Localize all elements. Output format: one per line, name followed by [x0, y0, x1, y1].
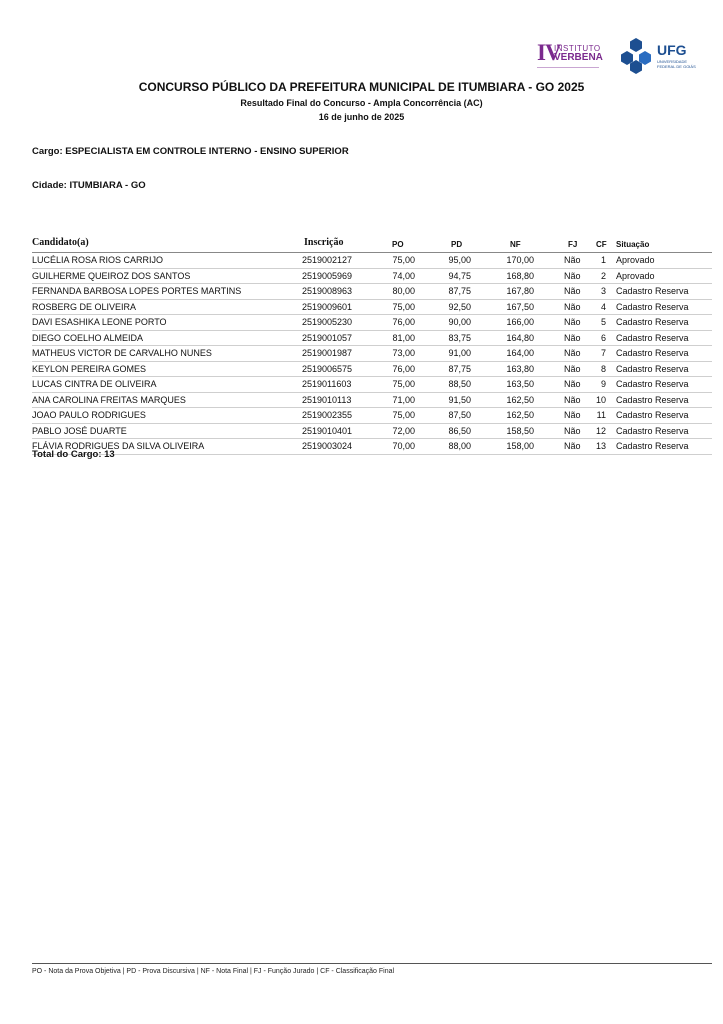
cell-candidato: LUCAS CINTRA DE OLIVEIRA: [32, 379, 157, 389]
cell-nf: 167,50: [506, 301, 534, 312]
cell-fj: Não: [564, 425, 581, 436]
cell-candidato: JOAO PAULO RODRIGUES: [32, 410, 146, 420]
cell-po: 75,00: [392, 301, 415, 312]
header-logos: [523, 36, 703, 76]
cell-po: 81,00: [392, 332, 415, 343]
col-header-candidato: Candidato(a): [32, 237, 89, 248]
cell-situacao: Cadastro Reserva: [616, 425, 689, 436]
cell-cf: 9: [600, 379, 606, 389]
cell-situacao: Aprovado: [616, 270, 655, 281]
table-row: [32, 346, 712, 362]
cell-cf: 10: [595, 394, 606, 405]
cell-inscricao: 2519002355: [302, 410, 353, 420]
cell-nf: 158,00: [506, 441, 534, 451]
cell-situacao: Cadastro Reserva: [616, 363, 689, 374]
cell-pd: 87,50: [448, 410, 471, 420]
cell-fj: Não: [564, 379, 581, 389]
cell-po: 75,00: [392, 255, 415, 265]
table-row: [32, 439, 712, 455]
cell-pd: 91,50: [448, 394, 471, 405]
ufg-logo: [617, 36, 705, 76]
document-subtitle: Resultado Final do Concurso - Ampla Concorrência (AC): [240, 98, 483, 108]
cell-inscricao: 2519002127: [302, 255, 353, 265]
cell-cf: 7: [600, 348, 606, 358]
cell-nf: 168,80: [506, 270, 534, 281]
cell-po: 76,00: [392, 363, 415, 374]
cell-po: 72,00: [392, 425, 415, 436]
cell-fj: Não: [564, 363, 581, 374]
cell-cf: 6: [600, 332, 606, 343]
cell-nf: 163,50: [506, 379, 534, 389]
cell-candidato: MATHEUS VICTOR DE CARVALHO NUNES: [32, 348, 212, 358]
cell-candidato: FERNANDA BARBOSA LOPES PORTES MARTINS: [32, 286, 242, 296]
cell-nf: 162,50: [506, 394, 534, 405]
table-row: [32, 269, 712, 285]
cell-nf: 170,00: [506, 255, 534, 265]
cell-nf: 164,80: [506, 332, 534, 343]
cell-candidato: ANA CAROLINA FREITAS MARQUES: [32, 394, 186, 405]
table-header: [32, 236, 712, 253]
cell-inscricao: 2519009601: [302, 301, 353, 312]
cell-fj: Não: [564, 286, 581, 296]
cell-candidato: LUCÉLIA ROSA RIOS CARRIJO: [32, 255, 164, 265]
cell-pd: 91,00: [448, 348, 471, 358]
cell-candidato: ROSBERG DE OLIVEIRA: [32, 301, 137, 312]
cell-po: 75,00: [392, 410, 415, 420]
cell-po: 76,00: [392, 317, 415, 327]
cell-inscricao: 2519010401: [302, 425, 353, 436]
cell-fj: Não: [564, 317, 581, 327]
cell-cf: 8: [600, 363, 606, 374]
cell-cf: 13: [595, 441, 606, 451]
cell-situacao: Cadastro Reserva: [616, 379, 689, 389]
cell-pd: 88,50: [448, 379, 471, 389]
table-row: [32, 315, 712, 331]
cell-candidato: KEYLON PEREIRA GOMES: [32, 363, 147, 374]
iv-logo-mark: IV: [537, 40, 561, 65]
cell-cf: 4: [600, 301, 606, 312]
cell-candidato: PABLO JOSÉ DUARTE: [32, 425, 127, 436]
table-row: [32, 253, 712, 269]
cell-fj: Não: [564, 332, 581, 343]
iv-logo-instituto: INSTITUTO: [554, 44, 601, 53]
cell-pd: 92,50: [448, 301, 471, 312]
cell-fj: Não: [564, 270, 581, 281]
iv-logo-verbena: VERBENA: [554, 52, 603, 63]
cell-inscricao: 2519005230: [302, 317, 353, 327]
footer-divider: [32, 963, 712, 964]
cell-inscricao: 2519003024: [302, 441, 353, 451]
cell-situacao: Cadastro Reserva: [616, 301, 689, 312]
cell-nf: 164,00: [506, 348, 534, 358]
cell-po: 71,00: [392, 394, 415, 405]
table-row: [32, 300, 712, 316]
col-header-situacao: Situação: [616, 240, 650, 249]
cell-pd: 88,00: [448, 441, 471, 451]
cell-pd: 94,75: [448, 270, 471, 281]
cell-fj: Não: [564, 348, 581, 358]
cell-po: 80,00: [392, 286, 415, 296]
cell-fj: Não: [564, 410, 581, 420]
results-table: [32, 236, 712, 455]
cell-pd: 95,00: [448, 255, 471, 265]
cell-candidato: GUILHERME QUEIROZ DOS SANTOS: [32, 270, 191, 281]
col-header-po: PO: [392, 240, 404, 249]
cell-situacao: Cadastro Reserva: [616, 394, 689, 405]
cidade-label: Cidade: ITUMBIARA - GO: [32, 180, 146, 191]
cell-inscricao: 2519001987: [302, 348, 353, 358]
cell-situacao: Cadastro Reserva: [616, 286, 689, 296]
ufg-logo-subtext: UNIVERSIDADE FEDERAL DE GOIÁS: [657, 59, 696, 69]
cell-nf: 167,80: [506, 286, 534, 296]
cell-inscricao: 2519001057: [302, 332, 353, 343]
cell-nf: 163,80: [506, 363, 534, 374]
cell-situacao: Cadastro Reserva: [616, 317, 689, 327]
cell-pd: 90,00: [448, 317, 471, 327]
cell-cf: 3: [600, 286, 606, 296]
cell-po: 74,00: [392, 270, 415, 281]
cell-fj: Não: [564, 301, 581, 312]
table-row: [32, 393, 712, 409]
cell-pd: 87,75: [448, 363, 471, 374]
instituto-verbena-logo: [537, 42, 601, 70]
cell-fj: Não: [564, 255, 581, 265]
document-date: 16 de junho de 2025: [318, 112, 405, 122]
cell-cf: 11: [596, 410, 606, 420]
ufg-hexagon-icon: [617, 36, 655, 74]
cell-situacao: Cadastro Reserva: [616, 441, 689, 451]
col-header-nf: NF: [510, 240, 521, 249]
table-row: [32, 377, 712, 393]
cell-inscricao: 2519005969: [302, 270, 353, 281]
col-header-pd: PD: [451, 240, 463, 249]
cell-nf: 158,50: [506, 425, 534, 436]
cell-pd: 87,75: [448, 286, 471, 296]
cell-fj: Não: [564, 394, 581, 405]
table-row: [32, 284, 712, 300]
table-row: [32, 331, 712, 347]
cell-fj: Não: [564, 441, 581, 451]
cell-po: 73,00: [392, 348, 415, 358]
cell-pd: 86,50: [448, 425, 471, 436]
cargo-label: Cargo: ESPECIALISTA EM CONTROLE INTERNO - ENSINO SUPERIOR: [32, 146, 349, 157]
cell-candidato: DAVI ESASHIKA LEONE PORTO: [32, 317, 167, 327]
cell-inscricao: 2519011603: [302, 379, 352, 389]
cell-cf: 12: [595, 425, 606, 436]
col-header-inscricao: Inscrição: [304, 237, 344, 248]
table-row: [32, 408, 712, 424]
cell-cf: 1: [600, 255, 606, 265]
cell-situacao: Cadastro Reserva: [616, 410, 689, 420]
cell-situacao: Cadastro Reserva: [616, 332, 689, 343]
iv-logo-rule: [537, 67, 599, 68]
cell-po: 70,00: [392, 441, 415, 451]
cell-nf: 166,00: [506, 317, 534, 327]
footer-legend: PO - Nota da Prova Objetiva | PD - Prova Discursiva | NF - Nota Final | FJ - Função Jurado | CF - Classificação Final: [32, 968, 395, 975]
cell-cf: 5: [600, 317, 606, 327]
document-title: CONCURSO PÚBLICO DA PREFEITURA MUNICIPAL DE ITUMBIARA - GO 2025: [138, 80, 585, 94]
cell-inscricao: 2519008963: [302, 286, 353, 296]
col-header-cf: CF: [596, 240, 607, 249]
table-row: [32, 362, 712, 378]
ufg-logo-text: UFG: [657, 42, 687, 58]
cell-candidato: DIEGO COELHO ALMEIDA: [32, 332, 144, 343]
cell-situacao: Aprovado: [616, 255, 655, 265]
cell-inscricao: 2519006575: [302, 363, 353, 374]
col-header-fj: FJ: [568, 240, 578, 249]
total-cargo: Total do Cargo: 13: [32, 449, 115, 460]
cell-inscricao: 2519010113: [302, 394, 352, 405]
cell-candidato: FLÁVIA RODRIGUES DA SILVA OLIVEIRA: [32, 441, 205, 451]
cell-cf: 2: [600, 270, 606, 281]
cell-pd: 83,75: [448, 332, 471, 343]
cell-situacao: Cadastro Reserva: [616, 348, 689, 358]
cell-nf: 162,50: [506, 410, 534, 420]
cell-po: 75,00: [392, 379, 415, 389]
table-row: [32, 424, 712, 440]
